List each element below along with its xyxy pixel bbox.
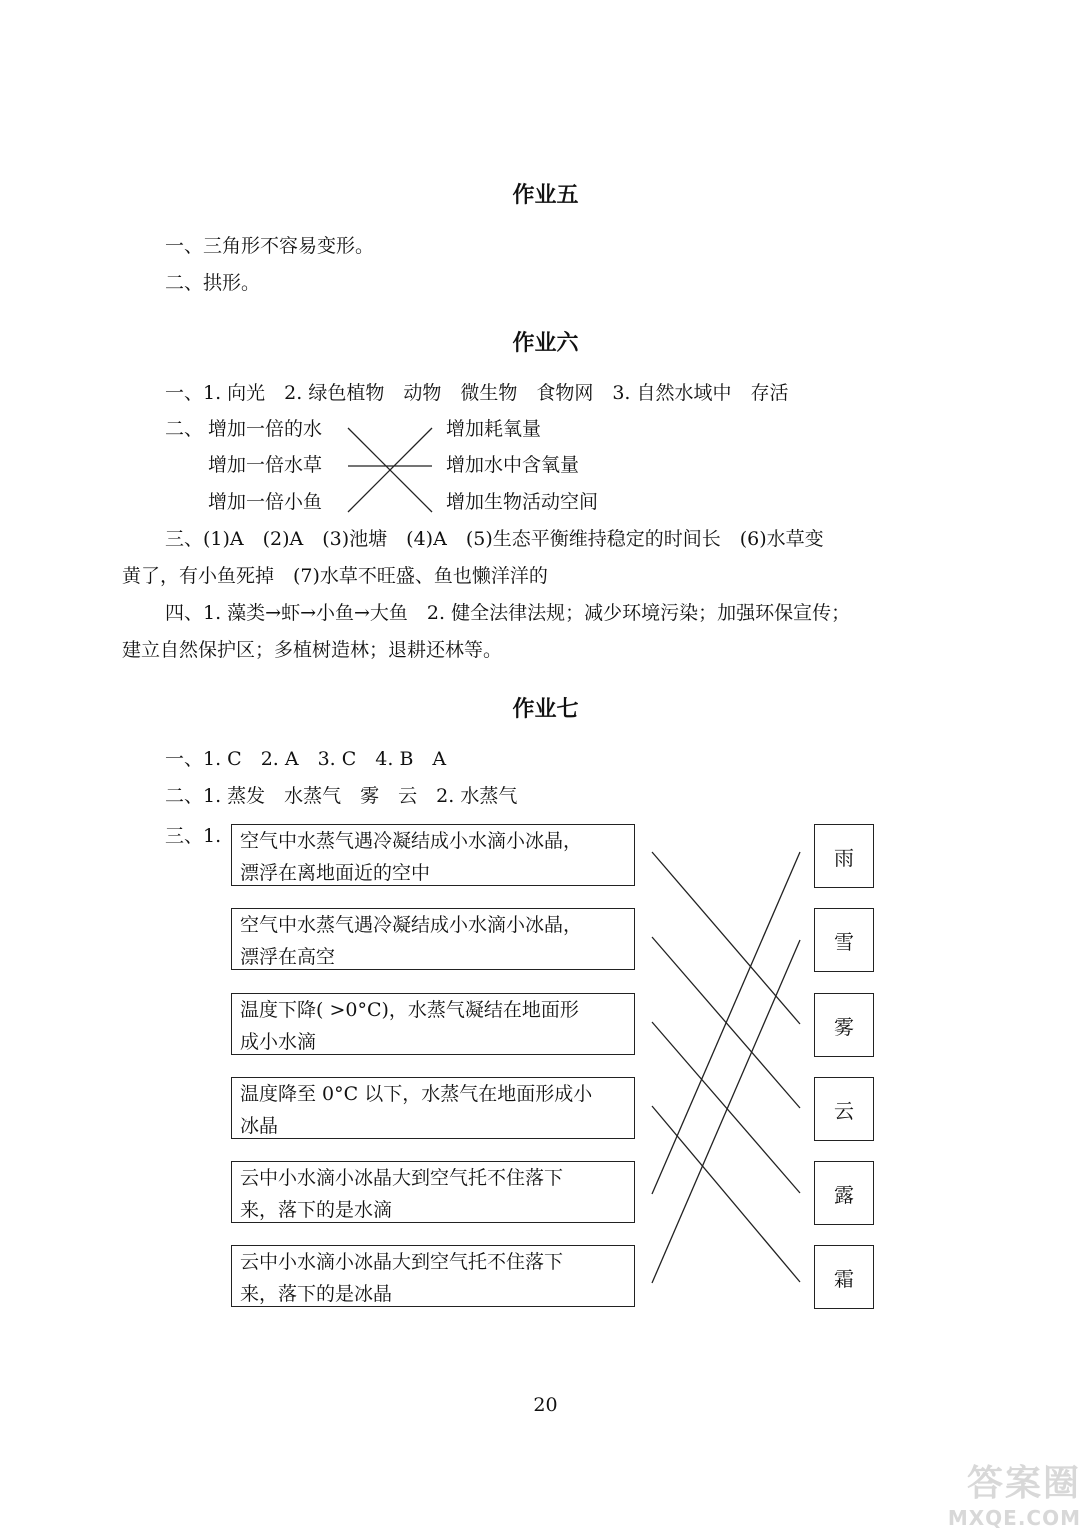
box-text: 漂浮在离地面近的空中	[240, 862, 431, 884]
match-left-item: 增加一倍的水	[208, 418, 323, 440]
word-box: 霜	[814, 1245, 874, 1309]
watermark-url: MXQE.COM	[947, 1506, 1081, 1530]
answer-line: 黄了，有小鱼死掉 (7)水草不旺盛、鱼也懒洋洋的	[122, 565, 548, 587]
match-right-item: 增加耗氧量	[446, 418, 542, 440]
word-box: 雪	[814, 908, 874, 972]
match-line	[652, 852, 800, 1194]
box-text: 云中小水滴小冰晶大到空气托不住落下	[240, 1251, 564, 1273]
word-box: 露	[814, 1161, 874, 1225]
answer-prefix: 三、1.	[165, 825, 222, 847]
match-line	[652, 1022, 800, 1193]
match-right-item: 增加生物活动空间	[446, 491, 599, 513]
answer-line: 一、三角形不容易变形。	[165, 235, 375, 257]
box-text: 漂浮在高空	[240, 946, 336, 968]
watermark-logo	[948, 1455, 1081, 1530]
box-text: 温度下降( >0°C)，水蒸气凝结在地面形	[240, 999, 579, 1021]
box-text: 冰晶	[240, 1115, 279, 1137]
match-line	[652, 852, 800, 1024]
box-text: 空气中水蒸气遇冷凝结成小水滴小冰晶，	[240, 914, 583, 936]
page-number: 20	[533, 1394, 558, 1416]
answer-line: 三、(1)A (2)A (3)池塘 (4)A (5)生态平衡维持稳定的时间长 (6)水草变	[165, 528, 824, 550]
match-right-item: 增加水中含氧量	[446, 454, 580, 476]
answer-prefix: 二、	[165, 418, 204, 440]
match-line	[652, 1106, 800, 1282]
match-line	[652, 940, 800, 1283]
answer-line: 一、1. C 2. A 3. C 4. B A	[165, 748, 447, 770]
match-left-item: 增加一倍水草	[208, 454, 323, 476]
box-text: 温度降至 0°C 以下，水蒸气在地面形成小	[240, 1083, 593, 1105]
answer-line: 建立自然保护区；多植树造林；退耕还林等。	[122, 639, 503, 661]
answer-line: 二、1. 蒸发 水蒸气 雾 云 2. 水蒸气	[165, 785, 518, 807]
box-text: 来，落下的是冰晶	[240, 1283, 393, 1305]
word-box: 云	[814, 1077, 874, 1141]
section-title-5: 作业五	[512, 183, 579, 208]
answer-line: 四、1. 藻类→虾→小鱼→大鱼 2. 健全法律法规；减少环境污染；加强环保宣传；	[165, 602, 851, 624]
box-text: 成小水滴	[240, 1031, 317, 1053]
box-text: 云中小水滴小冰晶大到空气托不住落下	[240, 1167, 564, 1189]
answer-line: 二、拱形。	[165, 272, 261, 294]
word-box: 雾	[814, 993, 874, 1057]
box-text: 来，落下的是水滴	[240, 1199, 393, 1221]
match-left-item: 增加一倍小鱼	[208, 491, 323, 513]
section-title-6: 作业六	[512, 331, 579, 356]
answer-line: 一、1. 向光 2. 绿色植物 动物 微生物 食物网 3. 自然水域中 存活	[165, 382, 789, 404]
section-title-7: 作业七	[512, 697, 579, 722]
box-text: 空气中水蒸气遇冷凝结成小水滴小冰晶，	[240, 830, 583, 852]
watermark-text: 答案圈	[966, 1463, 1081, 1504]
word-box: 雨	[814, 824, 874, 888]
